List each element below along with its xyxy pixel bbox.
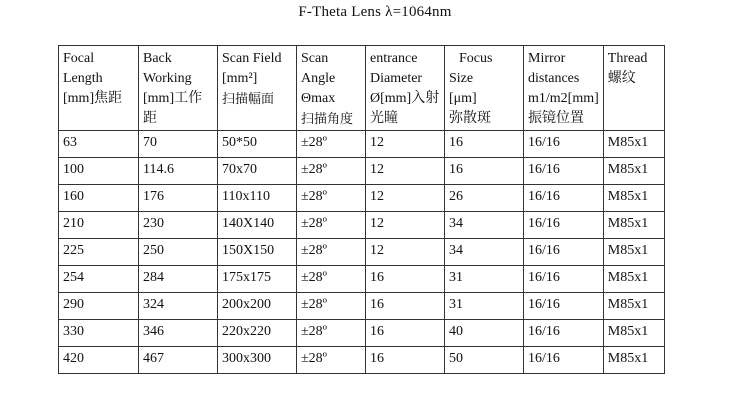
cell-scan-angle: ±28º — [297, 239, 366, 266]
table-row — [59, 158, 665, 185]
header-focus-size: Focus Size [μm] 弥散斑 — [445, 46, 524, 131]
table-row — [59, 293, 665, 320]
cell-scan-field: 300x300 — [218, 347, 297, 374]
cell-scan-angle: ±28º — [297, 347, 366, 374]
cell-entrance-diameter: 16 — [366, 293, 445, 320]
cell-focus-size: 34 — [445, 239, 524, 266]
cell-scan-angle: ±28º — [297, 212, 366, 239]
cell-entrance-diameter: 12 — [366, 239, 445, 266]
cell-scan-angle: ±28º — [297, 158, 366, 185]
cell-scan-field: 110x110 — [218, 185, 297, 212]
cell-entrance-diameter: 12 — [366, 212, 445, 239]
cell-thread: M85x1 — [603, 131, 664, 158]
document-title: F-Theta Lens λ=1064nm — [298, 4, 452, 20]
cell-mirror-distances: 16/16 — [524, 266, 604, 293]
cell-focal-length: 210 — [59, 212, 139, 239]
cell-back-working: 467 — [139, 347, 218, 374]
cell-focus-size: 31 — [445, 293, 524, 320]
cell-focus-size: 34 — [445, 212, 524, 239]
cell-focal-length: 330 — [59, 320, 139, 347]
cell-thread: M85x1 — [603, 185, 664, 212]
cell-mirror-distances: 16/16 — [524, 158, 604, 185]
cell-mirror-distances: 16/16 — [524, 293, 604, 320]
cell-mirror-distances: 16/16 — [524, 185, 604, 212]
cell-scan-angle: ±28º — [297, 185, 366, 212]
table-row — [59, 239, 665, 266]
cell-focal-length: 160 — [59, 185, 139, 212]
table-row — [59, 212, 665, 239]
header-entrance-diameter: entrance Diameter Ø[mm]入射 光瞳 — [366, 46, 445, 131]
cell-back-working: 176 — [139, 185, 218, 212]
cell-focus-size: 40 — [445, 320, 524, 347]
cell-scan-field: 200x200 — [218, 293, 297, 320]
cell-scan-field: 140X140 — [218, 212, 297, 239]
table-row — [59, 185, 665, 212]
cell-mirror-distances: 16/16 — [524, 131, 604, 158]
header-scan-field: Scan Field [mm²] 扫描幅面 — [218, 46, 297, 131]
cell-focal-length: 290 — [59, 293, 139, 320]
cell-focus-size: 50 — [445, 347, 524, 374]
cell-thread: M85x1 — [603, 212, 664, 239]
cell-thread: M85x1 — [603, 239, 664, 266]
cell-scan-angle: ±28º — [297, 131, 366, 158]
header-scan-angle: Scan Angle Θmax 扫描角度 — [297, 46, 366, 131]
cell-mirror-distances: 16/16 — [524, 212, 604, 239]
cell-focal-length: 420 — [59, 347, 139, 374]
table-header-row — [59, 46, 665, 131]
cell-back-working: 114.6 — [139, 158, 218, 185]
cell-back-working: 230 — [139, 212, 218, 239]
cell-entrance-diameter: 16 — [366, 347, 445, 374]
lens-spec-table — [58, 45, 665, 374]
cell-scan-field: 70x70 — [218, 158, 297, 185]
cell-scan-field: 50*50 — [218, 131, 297, 158]
cell-mirror-distances: 16/16 — [524, 347, 604, 374]
cell-back-working: 250 — [139, 239, 218, 266]
cell-focal-length: 254 — [59, 266, 139, 293]
cell-thread: M85x1 — [603, 320, 664, 347]
cell-mirror-distances: 16/16 — [524, 239, 604, 266]
header-focal-length: Focal Length [mm]焦距 — [59, 46, 139, 131]
cell-focus-size: 26 — [445, 185, 524, 212]
cell-focal-length: 225 — [59, 239, 139, 266]
cell-entrance-diameter: 16 — [366, 320, 445, 347]
table-row — [59, 266, 665, 293]
header-mirror-distances: Mirror distances m1/m2[mm] 振镜位置 — [524, 46, 604, 131]
cell-scan-field: 175x175 — [218, 266, 297, 293]
cell-thread: M85x1 — [603, 293, 664, 320]
cell-focus-size: 16 — [445, 158, 524, 185]
cell-scan-field: 220x220 — [218, 320, 297, 347]
cell-focus-size: 31 — [445, 266, 524, 293]
cell-entrance-diameter: 16 — [366, 266, 445, 293]
cell-focal-length: 63 — [59, 131, 139, 158]
table-row — [59, 347, 665, 374]
cell-thread: M85x1 — [603, 266, 664, 293]
cell-focus-size: 16 — [445, 131, 524, 158]
cell-back-working: 284 — [139, 266, 218, 293]
cell-back-working: 346 — [139, 320, 218, 347]
header-back-working: Back Working [mm]工作距 — [139, 46, 218, 131]
table-row — [59, 131, 665, 158]
cell-back-working: 70 — [139, 131, 218, 158]
cell-scan-angle: ±28º — [297, 293, 366, 320]
cell-scan-angle: ±28º — [297, 266, 366, 293]
cell-entrance-diameter: 12 — [366, 131, 445, 158]
cell-thread: M85x1 — [603, 347, 664, 374]
table-row — [59, 320, 665, 347]
cell-focal-length: 100 — [59, 158, 139, 185]
cell-mirror-distances: 16/16 — [524, 320, 604, 347]
cell-entrance-diameter: 12 — [366, 158, 445, 185]
header-thread: Thread 螺纹 — [603, 46, 664, 131]
cell-back-working: 324 — [139, 293, 218, 320]
cell-thread: M85x1 — [603, 158, 664, 185]
cell-entrance-diameter: 12 — [366, 185, 445, 212]
cell-scan-field: 150X150 — [218, 239, 297, 266]
cell-scan-angle: ±28º — [297, 320, 366, 347]
